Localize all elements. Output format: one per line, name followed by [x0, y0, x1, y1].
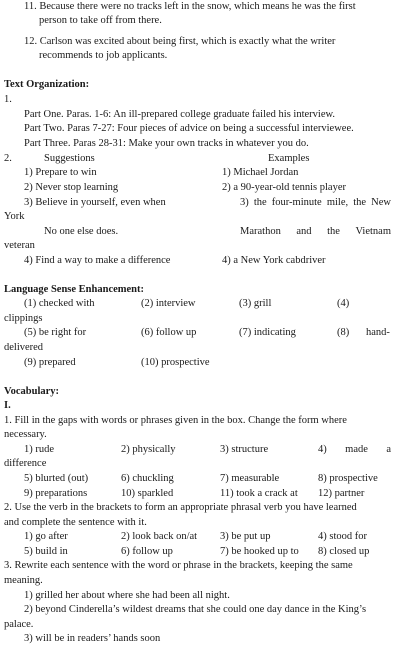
vocab-q2-answer-3: 3) be put up: [220, 531, 271, 542]
ls-answer-7: (7) indicating: [239, 327, 296, 338]
vocab-q1-answer-6: 6) chuckling: [121, 473, 174, 484]
vocab-q2-answer-5: 5) build in: [24, 546, 68, 557]
vocab-q1-answer-1: 1) rude: [24, 444, 55, 455]
suggestion-4: 4) Find a way to make a difference: [24, 255, 171, 266]
part-one: Part One. Paras. 1-6: An ill-prepared college graduate failed his interview.: [24, 109, 336, 120]
suggestions-column-header: Suggestions: [44, 153, 95, 164]
example-3-continued: [240, 225, 391, 240]
ls-answer-5: (5) be right for: [24, 327, 87, 338]
item-12-line-2: recommends to job applicants.: [39, 50, 168, 61]
example-3-word: four-minute: [271, 197, 322, 208]
suggestion-3: 3) Believe in yourself, even when: [24, 197, 166, 208]
suggestion-2: 2) Never stop learning: [24, 182, 119, 193]
example-3-cont-word: the: [327, 226, 340, 237]
example-3-word: the: [253, 197, 267, 208]
vocabulary-heading: Vocabulary:: [4, 386, 60, 397]
vocab-q1-answer-4-word: 4): [318, 444, 327, 455]
vocab-q3-answer-3: 3) will be in readers’ hands soon: [24, 633, 161, 644]
ls-answer-2: (2) interview: [141, 298, 196, 309]
ls-answer-3: (3) grill: [239, 298, 272, 309]
vocab-q3-answer-1: 1) grilled her about where she had been all night.: [24, 590, 230, 601]
example-3-wrap-veteran: veteran: [4, 240, 35, 251]
example-3-cont-word: Marathon: [240, 226, 281, 237]
vocab-q3-answer-2-line-1: 2) beyond Cinderella’s wildest dreams that she could one day dance in the King’s: [24, 604, 367, 615]
examples-column-header: Examples: [268, 153, 310, 164]
vocab-q1-answer-5: 5) blurted (out): [24, 473, 89, 484]
vocab-q1-answer-4: [318, 443, 391, 458]
ls-answer-4-wrap: clippings: [4, 313, 43, 324]
example-3-wrap-york: York: [4, 211, 25, 222]
vocab-q2-answer-1: 1) go after: [24, 531, 68, 542]
ls-answer-8-wrap: delivered: [4, 342, 44, 353]
item-11-line-2: person to take off from there.: [39, 15, 162, 26]
example-1: 1) Michael Jordan: [222, 167, 299, 178]
ls-answer-4: (4): [337, 298, 350, 309]
vocab-q1-answer-4-wrap: difference: [4, 458, 47, 469]
vocab-q1-answer-12: 12) partner: [318, 488, 365, 499]
ls-answer-1: (1) checked with: [24, 298, 95, 309]
suggestion-1: 1) Prepare to win: [24, 167, 97, 178]
vocab-q3-instruction-line-1: 3. Rewrite each sentence with the word or phrase in the brackets, keeping the same: [4, 560, 353, 571]
ls-answer-8-word: hand-: [366, 327, 390, 338]
vocab-q1-answer-11: 11) took a crack at: [220, 488, 298, 499]
example-3-cont-word: Vietnam: [355, 226, 391, 237]
text-organization-heading: Text Organization:: [4, 79, 90, 90]
vocab-q2-instruction-line-1: 2. Use the verb in the brackets to form an appropriate phrasal verb you have learned: [4, 502, 357, 513]
vocab-q1-answer-8: 8) prospective: [318, 473, 378, 484]
vocab-q1-answer-4-word: made: [345, 444, 368, 455]
text-org-q2-number: 2.: [4, 153, 12, 164]
example-3-word: mile,: [326, 197, 349, 208]
vocab-q1-instruction-line-1: 1. Fill in the gaps with words or phrases given in the box. Change the form where: [4, 415, 347, 426]
example-3-word: the: [353, 197, 367, 208]
example-3-cont-word: and: [296, 226, 312, 237]
vocab-q2-answer-2: 2) look back on/at: [121, 531, 198, 542]
vocab-q1-answer-7: 7) measurable: [220, 473, 280, 484]
vocab-q1-answer-10: 10) sparkled: [121, 488, 174, 499]
vocabulary-section-numeral: I.: [4, 400, 11, 411]
vocab-q1-answer-3: 3) structure: [220, 444, 269, 455]
vocab-q1-answer-4-word: a: [386, 444, 391, 455]
ls-answer-10: (10) prospective: [141, 357, 210, 368]
part-three: Part Three. Paras 28-31: Make your own tracks in whatever you do.: [24, 138, 309, 149]
item-12-line-1: 12. Carlson was excited about being first, which is exactly what the writer: [24, 36, 336, 47]
text-org-q1-number: 1.: [4, 94, 12, 105]
vocab-q1-instruction-line-2: necessary.: [4, 429, 47, 440]
language-sense-heading: Language Sense Enhancement:: [4, 284, 145, 295]
example-3-word: New: [371, 197, 391, 208]
part-two: Part Two. Paras 7-27: Four pieces of advice on being a successful interviewee.: [24, 123, 354, 134]
example-2: 2) a 90-year-old tennis player: [222, 182, 346, 193]
example-3-line: [240, 196, 391, 211]
ls-answer-6: (6) follow up: [141, 327, 197, 338]
example-4: 4) a New York cabdriver: [222, 255, 326, 266]
vocab-q3-answer-2-line-2: palace.: [4, 619, 34, 630]
vocab-q1-answer-9: 9) preparations: [24, 488, 88, 499]
vocab-q2-answer-4: 4) stood for: [318, 531, 367, 542]
suggestion-3-continued: No one else does.: [44, 226, 119, 237]
ls-answer-9: (9) prepared: [24, 357, 76, 368]
ls-answer-8: (8): [337, 327, 350, 338]
vocab-q1-answer-2: 2) physically: [121, 444, 176, 455]
vocab-q2-answer-6: 6) follow up: [121, 546, 173, 557]
vocab-q2-answer-8: 8) closed up: [318, 546, 370, 557]
vocab-q3-instruction-line-2: meaning.: [4, 575, 43, 586]
vocab-q2-instruction-line-2: and complete the sentence with it.: [4, 517, 147, 528]
vocab-q2-answer-7: 7) be hooked up to: [220, 546, 299, 557]
example-3-word: 3): [240, 197, 249, 208]
item-11-line-1: 11. Because there were no tracks left in the snow, which means he was the first: [24, 1, 356, 12]
